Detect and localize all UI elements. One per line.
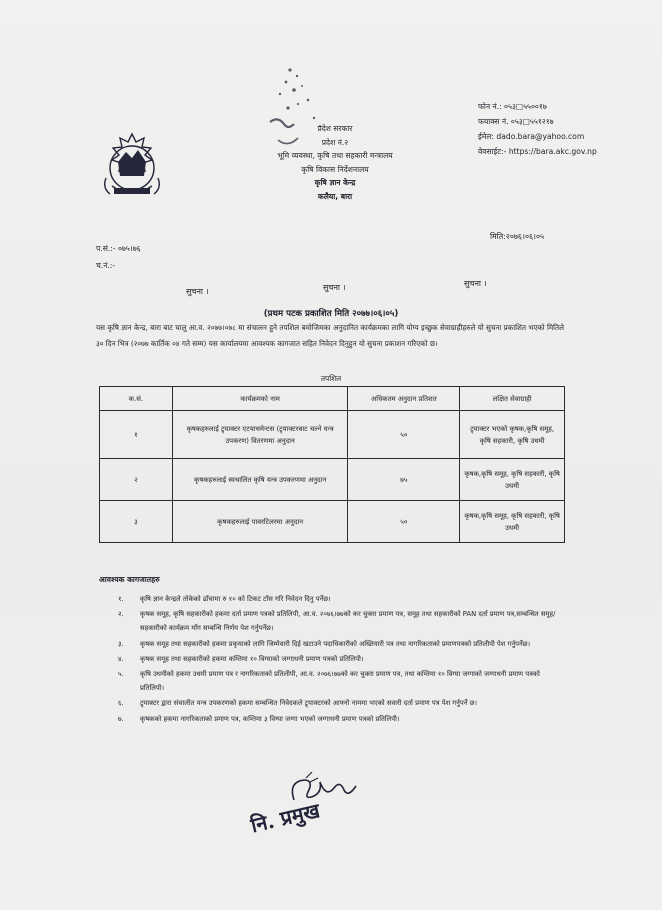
email-label: ईमेल: — [478, 132, 494, 141]
item-text: ट्र्याक्टर द्वारा संचालीत यन्त्र उपकरणको हकमा सम्बन्धित निवेदकले ट्र्याक्टरको आफ्नो नाममा भएको सवारी दर्ता प्रमाण पत्र पेश गर्नुपर्ने छ। — [140, 699, 478, 708]
item-number: ३. — [118, 639, 124, 648]
header-line-2: प्रदेश नं.२ — [321, 137, 349, 147]
notice-word-1: सुचना । — [186, 287, 209, 296]
header-line-6: कलैया, बारा — [317, 191, 353, 201]
row-sn: २ — [100, 459, 173, 501]
row-target: ट्र्याक्टर भएको कृषक,कृषि समूह, कृषि सहकारी, कृषि उधमी — [460, 411, 565, 459]
item-text: कृषक समूह, कृषि सहकारीको हकमा दर्ता प्रमाण पत्रको प्रतिलिपी, आ.व. २०७६।७७को कर चुक्ता प्रमाण पत्र, समूह तथा सहकारीको PAN दर्ता प्रमाण पत्र,सम्बन्धित समूह/सहकारीको कार्यक्रम माँग सम्बन्धि निर्णय पेश गर्नुपर्नेछ। — [140, 610, 556, 633]
item-text: कृषि ज्ञान केन्द्रले तोकेको ढाँचामा रु १० को टिकट टाँस गरि निवेदन दिनु पर्नेछ। — [140, 595, 331, 603]
item-text: कृषक समूह तथा सहकारीको हकमा कम्तिमा १० विग्घाको जग्गाधनी प्रमाण पत्रको प्रतिलिपी। — [140, 654, 364, 663]
letter-number: प.सं.:- ०७५।७६ — [96, 244, 141, 253]
row-percent: ७५ — [348, 459, 460, 501]
list-item — [104, 667, 566, 695]
list-item — [104, 652, 566, 666]
item-text: कृषि उधमीको हकमा उधमी प्रमाण पत्र र नागरिकताको प्रतिलीपी, आ.व. २०७६।७७को कर चुक्ता प्रमाण पत्र, तथा कम्तिमा १० विग्घा जग्गाको जग्गाधनी प्रमाण पत्रको प्रतिलिपी। — [140, 670, 540, 693]
header-line-5: कृषि ज्ञान केन्द्र — [314, 178, 356, 187]
col-header-sn: क.सं. — [100, 387, 173, 411]
list-item — [104, 712, 566, 726]
fax-text: फयाक्स नं. ०५३□५५१२१७ — [478, 117, 554, 126]
documents-list — [104, 592, 566, 727]
office-header — [230, 122, 440, 203]
item-text: कृषक समूह तथा सहकारीको हकमा प्रकृयाको लागि जिम्मेवारी दिई खटाउने पदाधिकारीको अख्तियारी पत्र तथा नागरिकताको प्रमाणपत्रको प्रतिलीपी पेश गर्नुपर्नेछ। — [140, 639, 531, 648]
col-header-percent: अधिकतम अनुदान प्रतिशत — [348, 387, 460, 411]
header-line-1: प्रदेश सरकार — [317, 124, 353, 133]
item-text: कृषकको हकमा नागरिकताको प्रमाण पत्र, कम्तिमा ३ विग्घा जग्गा भएको जग्गाधनी प्रमाण पत्रको प्रतिलिपी। — [140, 714, 400, 723]
table-row — [100, 501, 565, 543]
table-row — [100, 459, 565, 501]
item-number: २. — [118, 610, 124, 619]
item-number: ४. — [118, 654, 124, 663]
chief-signature-title: नि. प्रमुख — [248, 798, 322, 838]
phone-text: फोन नं.: ०५३□५५००१७ — [478, 102, 547, 111]
item-number: १. — [118, 595, 124, 603]
row-program: कृषकहरुलाई पावरटिलरमा अनुदान — [172, 501, 348, 543]
list-item — [104, 696, 566, 710]
table-title: तपशिल — [320, 374, 342, 383]
publication-heading: (प्रथम पटक प्रकाशित मिति २०७७।०६।०५) — [263, 309, 399, 319]
header-line-3: भूमि व्यवस्था, कृषि तथा सहकारी मन्त्रालय — [277, 151, 393, 160]
item-number: ५. — [118, 670, 124, 679]
intro-paragraph: यस कृषि ज्ञान केन्द्र, बारा बाट चालु आ.व. २०७७।०७८ मा संचालन हुने तपशिल बमोजिमका अनुदानित कार्यक्रमका लागि योग्य इच्छुक सेवाग्राहीहरुले यो सुचना प्रकाशित भएको मितिले ३० दिन भित्र (२०७७ कार्तिक ०४ गते सम्म) यस कार्यालयमा आवश्यक कागजात सहित निवेदन दिनुहुन यो सुचना प्रकाशन गरिएको छ। — [96, 323, 564, 348]
row-target: कृषक,कृषि समूह, कृषि सहकारी, कृषि उधमी — [460, 459, 565, 501]
website-row — [478, 144, 597, 159]
notice-word-3: सुचना । — [464, 279, 487, 288]
row-percent: ५० — [348, 501, 460, 543]
table-row — [100, 411, 565, 459]
item-number: ७. — [118, 714, 124, 723]
issue-date: मिति:२०७६।०६।०५ — [490, 232, 545, 241]
notice-word-2: सुचना । — [323, 283, 346, 292]
header-line-4: कृषि विकास निर्देशनालय — [301, 164, 369, 174]
table-header-row — [100, 387, 565, 411]
program-table — [99, 386, 565, 543]
item-number: ६. — [118, 699, 124, 708]
row-percent: ५० — [348, 411, 460, 459]
col-header-program: कार्यक्रमको नाम — [172, 387, 348, 411]
row-program: कृषकहरुलाई ट्र्याक्टर एटयाचमेन्टस (ट्र्याक्टरबाट चल्ने यन्त्र उपकरण) वितरणमा अनुदान — [172, 411, 348, 459]
website-label: वेवसाईट:- — [478, 147, 507, 156]
email-link[interactable]: dado.bara@yahoo.com — [496, 132, 585, 141]
list-item — [104, 592, 566, 606]
row-sn: ३ — [100, 501, 173, 543]
row-sn: १ — [100, 411, 173, 459]
row-target: कृषक,कृषि समूह, कृषि सहकारी, कृषि उधमी — [460, 501, 565, 543]
government-emblem-icon — [96, 128, 168, 204]
email-row — [478, 129, 597, 144]
dispatch-number: च.नं.:- — [96, 261, 116, 270]
col-header-target: लक्षित सेवाग्राही — [460, 387, 565, 411]
row-program: कृषकहरुलाई स्वचालित कृषि यन्त्र उपकरणमा अनुदान — [172, 459, 348, 501]
website-link[interactable]: https://bara.akc.gov.np — [508, 147, 597, 156]
list-item — [104, 637, 566, 651]
reference-block — [96, 240, 141, 274]
contact-block — [478, 99, 597, 159]
documents-heading: आवश्यक कागजातहरु — [99, 575, 160, 584]
list-item — [104, 607, 566, 635]
